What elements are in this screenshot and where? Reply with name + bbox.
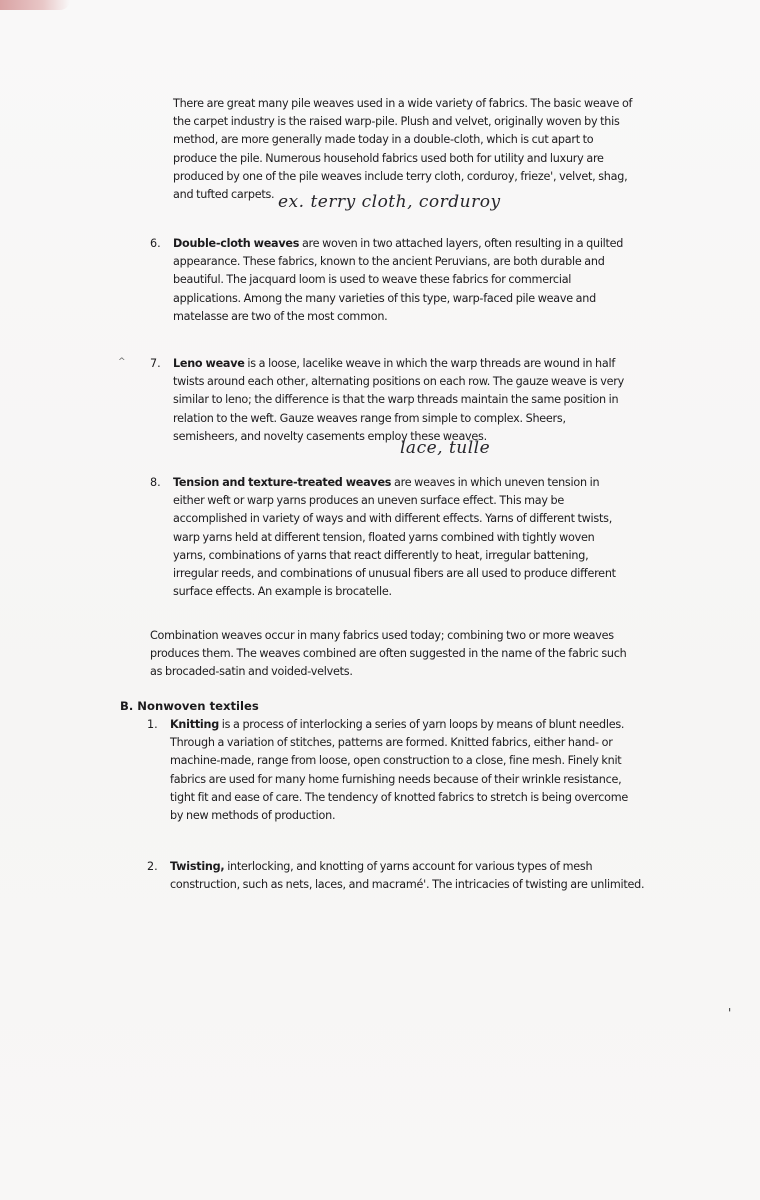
item-leno xyxy=(173,355,633,446)
handwritten-note-pile: ex. terry cloth, corduroy xyxy=(278,192,501,212)
combination-paragraph xyxy=(150,627,635,682)
item-8-term: Tension and texture-treated weaves xyxy=(173,476,392,489)
item-6-number: 6. xyxy=(150,237,161,250)
item-twisting xyxy=(170,858,645,894)
item-double-cloth xyxy=(173,235,638,326)
section-b-item-2-term: Twisting, xyxy=(170,860,225,873)
page-corner-smudge xyxy=(0,0,70,10)
item-7-term: Leno weave xyxy=(173,357,245,370)
section-b-item-1-text: is a process of interlocking a series of yarn loops by means of blunt needles. Through a variation of stitches, patterns are formed. Knitted fabrics, either hand- or machine-made, range from loose, open construction to a close, fine mesh. Finely knit fabrics are used for many home furnishing needs because of their wrinkle resistance, tight fit and ease of care. The tendency of knotted fabrics to stretch is being overcome by new methods of production. xyxy=(170,718,628,823)
item-8-text: are weaves in which uneven tension in either weft or warp yarns produces an uneven surface effect. This may be accomplished in variety of ways and with different effects. Yarns of different twists, warp yarns held at different tension, floated yarns combined with tightly woven yarns, combinations of yarns that react differently to heat, irregular battening, irregular reeds, and combinations of unusual fibers are all used to produce different surface effects. An example is brocatelle. xyxy=(173,476,616,599)
section-b-item-2-number: 2. xyxy=(147,860,158,873)
handwritten-note-leno: lace, tulle xyxy=(400,438,491,458)
item-tension-texture xyxy=(173,474,628,601)
section-b-item-1-term: Knitting xyxy=(170,718,219,731)
section-b-item-1-number: 1. xyxy=(147,718,158,731)
margin-tick-mark: ^ xyxy=(118,357,126,367)
item-7-text: is a loose, lacelike weave in which the warp threads are wound in half twists around each other, alternating positions on each row. The gauze weave is very similar to leno; the difference is that the warp threads maintain the same position in relation to the weft. Gauze weaves range from simple to complex. Sheers, semisheers, and novelty casements employ these weaves. xyxy=(173,357,624,443)
item-6-term: Double-cloth weaves xyxy=(173,237,300,250)
intro-paragraph xyxy=(173,95,633,204)
section-b-heading: B. Nonwoven textiles xyxy=(120,699,259,713)
item-7-number: 7. xyxy=(150,357,161,370)
item-8-number: 8. xyxy=(150,476,161,489)
item-6-text: are woven in two attached layers, often resulting in a quilted appearance. These fabrics, known to the ancient Peruvians, are both durable and beautiful. The jacquard loom is used to weave these fabrics for commercial applications. Among the many varieties of this type, warp-faced pile weave and matelasse are two of the most common. xyxy=(173,237,624,323)
section-b-item-2-text: interlocking, and knotting of yarns account for various types of mesh construction, such as nets, laces, and macramé'. The intricacies of twisting are unlimited. xyxy=(170,860,645,892)
combination-text: Combination weaves occur in many fabrics used today; combining two or more weaves produces them. The weaves combined are often suggested in the name of the fabric such as brocaded-satin and voided-velvets. xyxy=(150,629,627,679)
right-margin-mark: ' xyxy=(728,1006,732,1020)
intro-text: There are great many pile weaves used in a wide variety of fabrics. The basic weave of the carpet industry is the raised warp-pile. Plush and velvet, originally woven by this method, are more generally made today in a double-cloth, which is cut apart to produce the pile. Numerous household fabrics used both for utility and luxury are produced by one of the pile weaves include terry cloth, corduroy, frieze', velvet, shag, and tufted carpets. xyxy=(173,97,633,202)
item-knitting xyxy=(170,716,630,825)
